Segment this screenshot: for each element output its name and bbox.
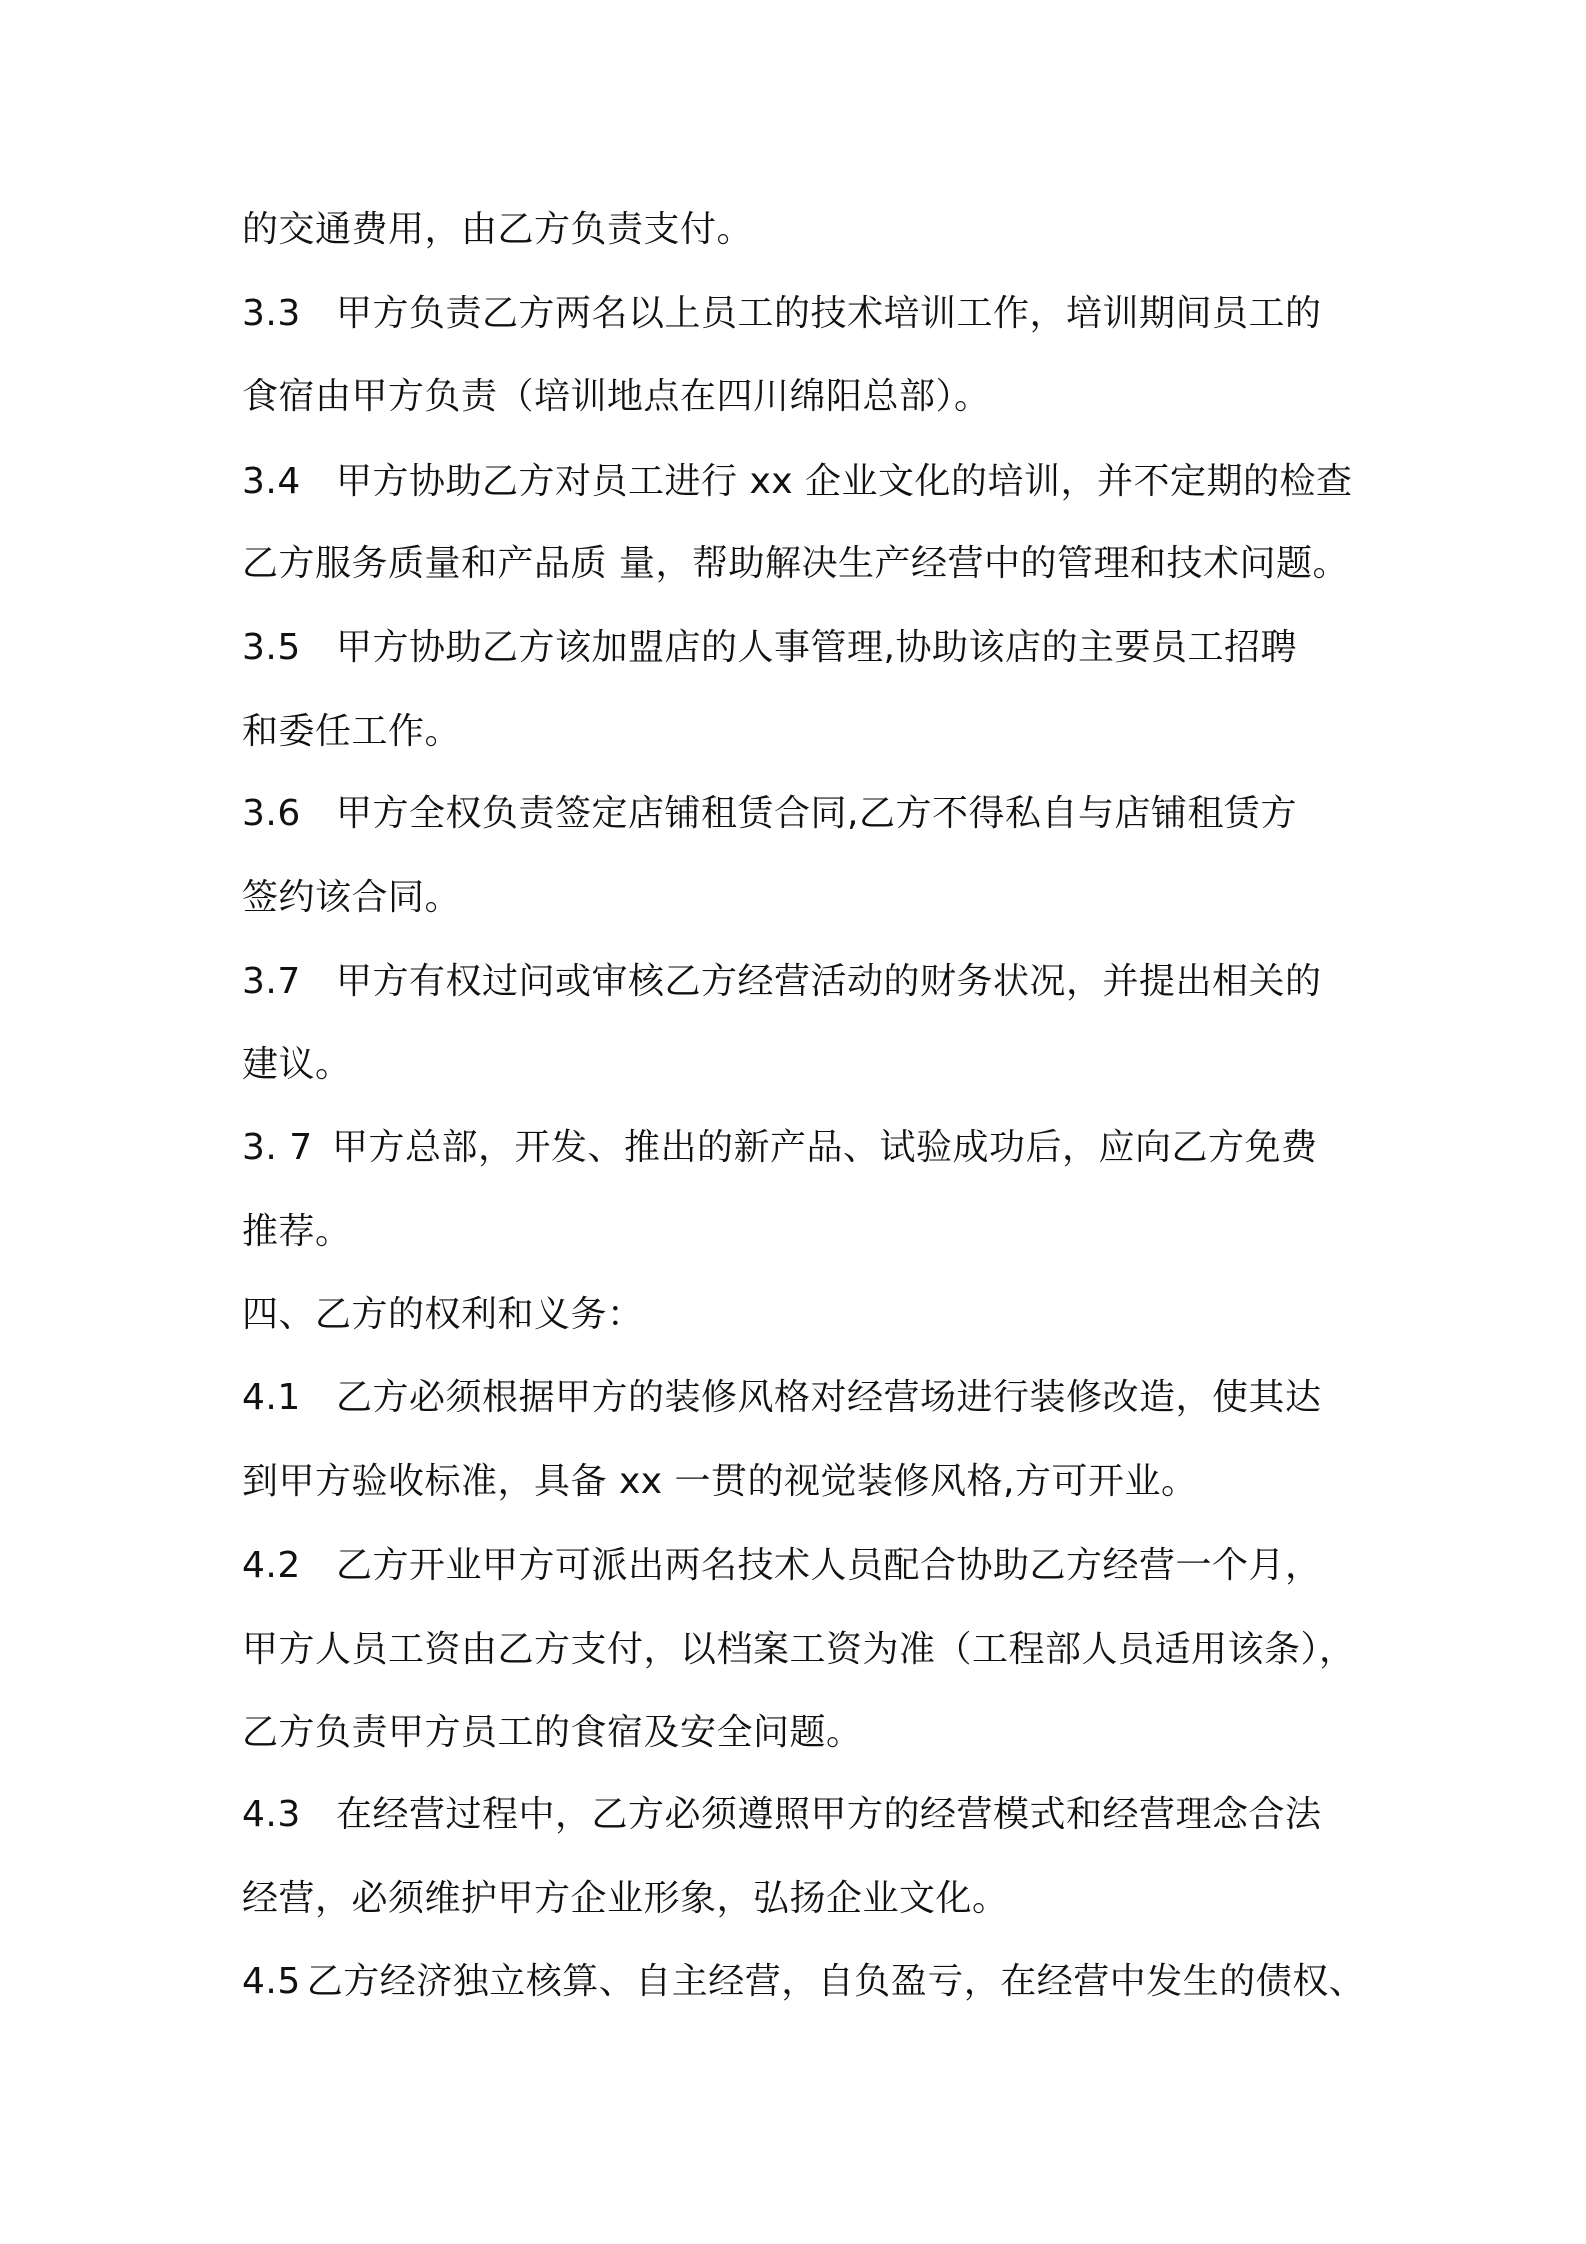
numbered-line (242, 452, 1353, 512)
line-text: 签约该合同。 (242, 877, 462, 918)
line-text: 乙方开业甲方可派出两名技术人员配合协助乙方经营一个月， (336, 1545, 1322, 1586)
heading-text: 四、乙方的权利和义务： (242, 1294, 644, 1335)
numbered-line (242, 284, 1322, 344)
text-line (242, 1452, 1197, 1512)
line-text: 甲方协助乙方对员工进行 xx 企业文化的培训，并不定期的检查 (336, 461, 1353, 502)
text-line (242, 1703, 863, 1763)
line-text: 经营，必须维护甲方企业形象，弘扬企业文化。 (242, 1878, 1009, 1919)
line-text: 建议。 (242, 1044, 352, 1085)
numbered-line (242, 1118, 1318, 1178)
text-line (242, 1620, 1356, 1680)
line-text: 甲方协助乙方该加盟店的人事管理,协助该店的主要员工招聘 (336, 627, 1297, 668)
text-line (242, 1202, 352, 1262)
section-number: 3.7 (242, 961, 301, 1002)
line-text: 甲方全权负责签定店铺租赁合同,乙方不得私自与店铺租赁方 (336, 793, 1297, 834)
section-number: 3.5 (242, 627, 301, 668)
text-line (242, 534, 1349, 594)
line-text: 到甲方验收标准，具备 xx 一贯的视觉装修风格,方可开业。 (242, 1461, 1198, 1502)
numbered-line (242, 1368, 1322, 1428)
section-number: 4.5 (242, 1961, 301, 2002)
line-text: 在经营过程中，乙方必须遵照甲方的经营模式和经营理念合法 (336, 1794, 1322, 1835)
section-number: 3.3 (242, 293, 301, 334)
line-text: 推荐。 (242, 1211, 352, 1252)
numbered-line (242, 618, 1297, 678)
section-number: 4.1 (242, 1377, 301, 1418)
text-line (242, 367, 991, 427)
line-text: 甲方人员工资由乙方支付，以档案工资为准（工程部人员适用该条）， (242, 1629, 1356, 1670)
numbered-line (242, 952, 1322, 1012)
line-text: 乙方必须根据甲方的装修风格对经营场进行装修改造，使其达 (336, 1377, 1322, 1418)
line-text: 甲方有权过问或审核乙方经营活动的财务状况，并提出相关的 (336, 961, 1322, 1002)
section-heading (242, 1285, 644, 1345)
numbered-line (242, 784, 1297, 844)
line-text: 乙方服务质量和产品质 量，帮助解决生产经营中的管理和技术问题。 (242, 543, 1349, 584)
line-text: 乙方负责甲方员工的食宿及安全问题。 (242, 1712, 863, 1753)
numbered-line (242, 1536, 1322, 1596)
line-text: 食宿由甲方负责（培训地点在四川绵阳总部）。 (242, 376, 991, 417)
text-line (242, 868, 461, 928)
section-number: 3. 7 (242, 1127, 313, 1168)
line-text: 甲方总部，开发、推出的新产品、试验成功后，应向乙方免费 (332, 1127, 1318, 1168)
line-text: 和委任工作。 (242, 711, 462, 752)
text-line (242, 702, 461, 762)
text-line (242, 1035, 352, 1095)
section-number: 4.3 (242, 1794, 301, 1835)
line-text: 甲方负责乙方两名以上员工的技术培训工作，培训期间员工的 (336, 293, 1322, 334)
line-text: 的交通费用，由乙方负责支付。 (242, 209, 754, 250)
section-number: 3.6 (242, 793, 301, 834)
section-number: 4.2 (242, 1545, 301, 1586)
line-text: 乙方经济独立核算、自主经营，自负盈亏，在经营中发生的债权、 (306, 1961, 1366, 2002)
text-line (242, 1869, 1009, 1929)
numbered-line (242, 1785, 1322, 1845)
section-number: 3.4 (242, 461, 301, 502)
text-line (242, 200, 753, 260)
numbered-line (242, 1952, 1365, 2012)
